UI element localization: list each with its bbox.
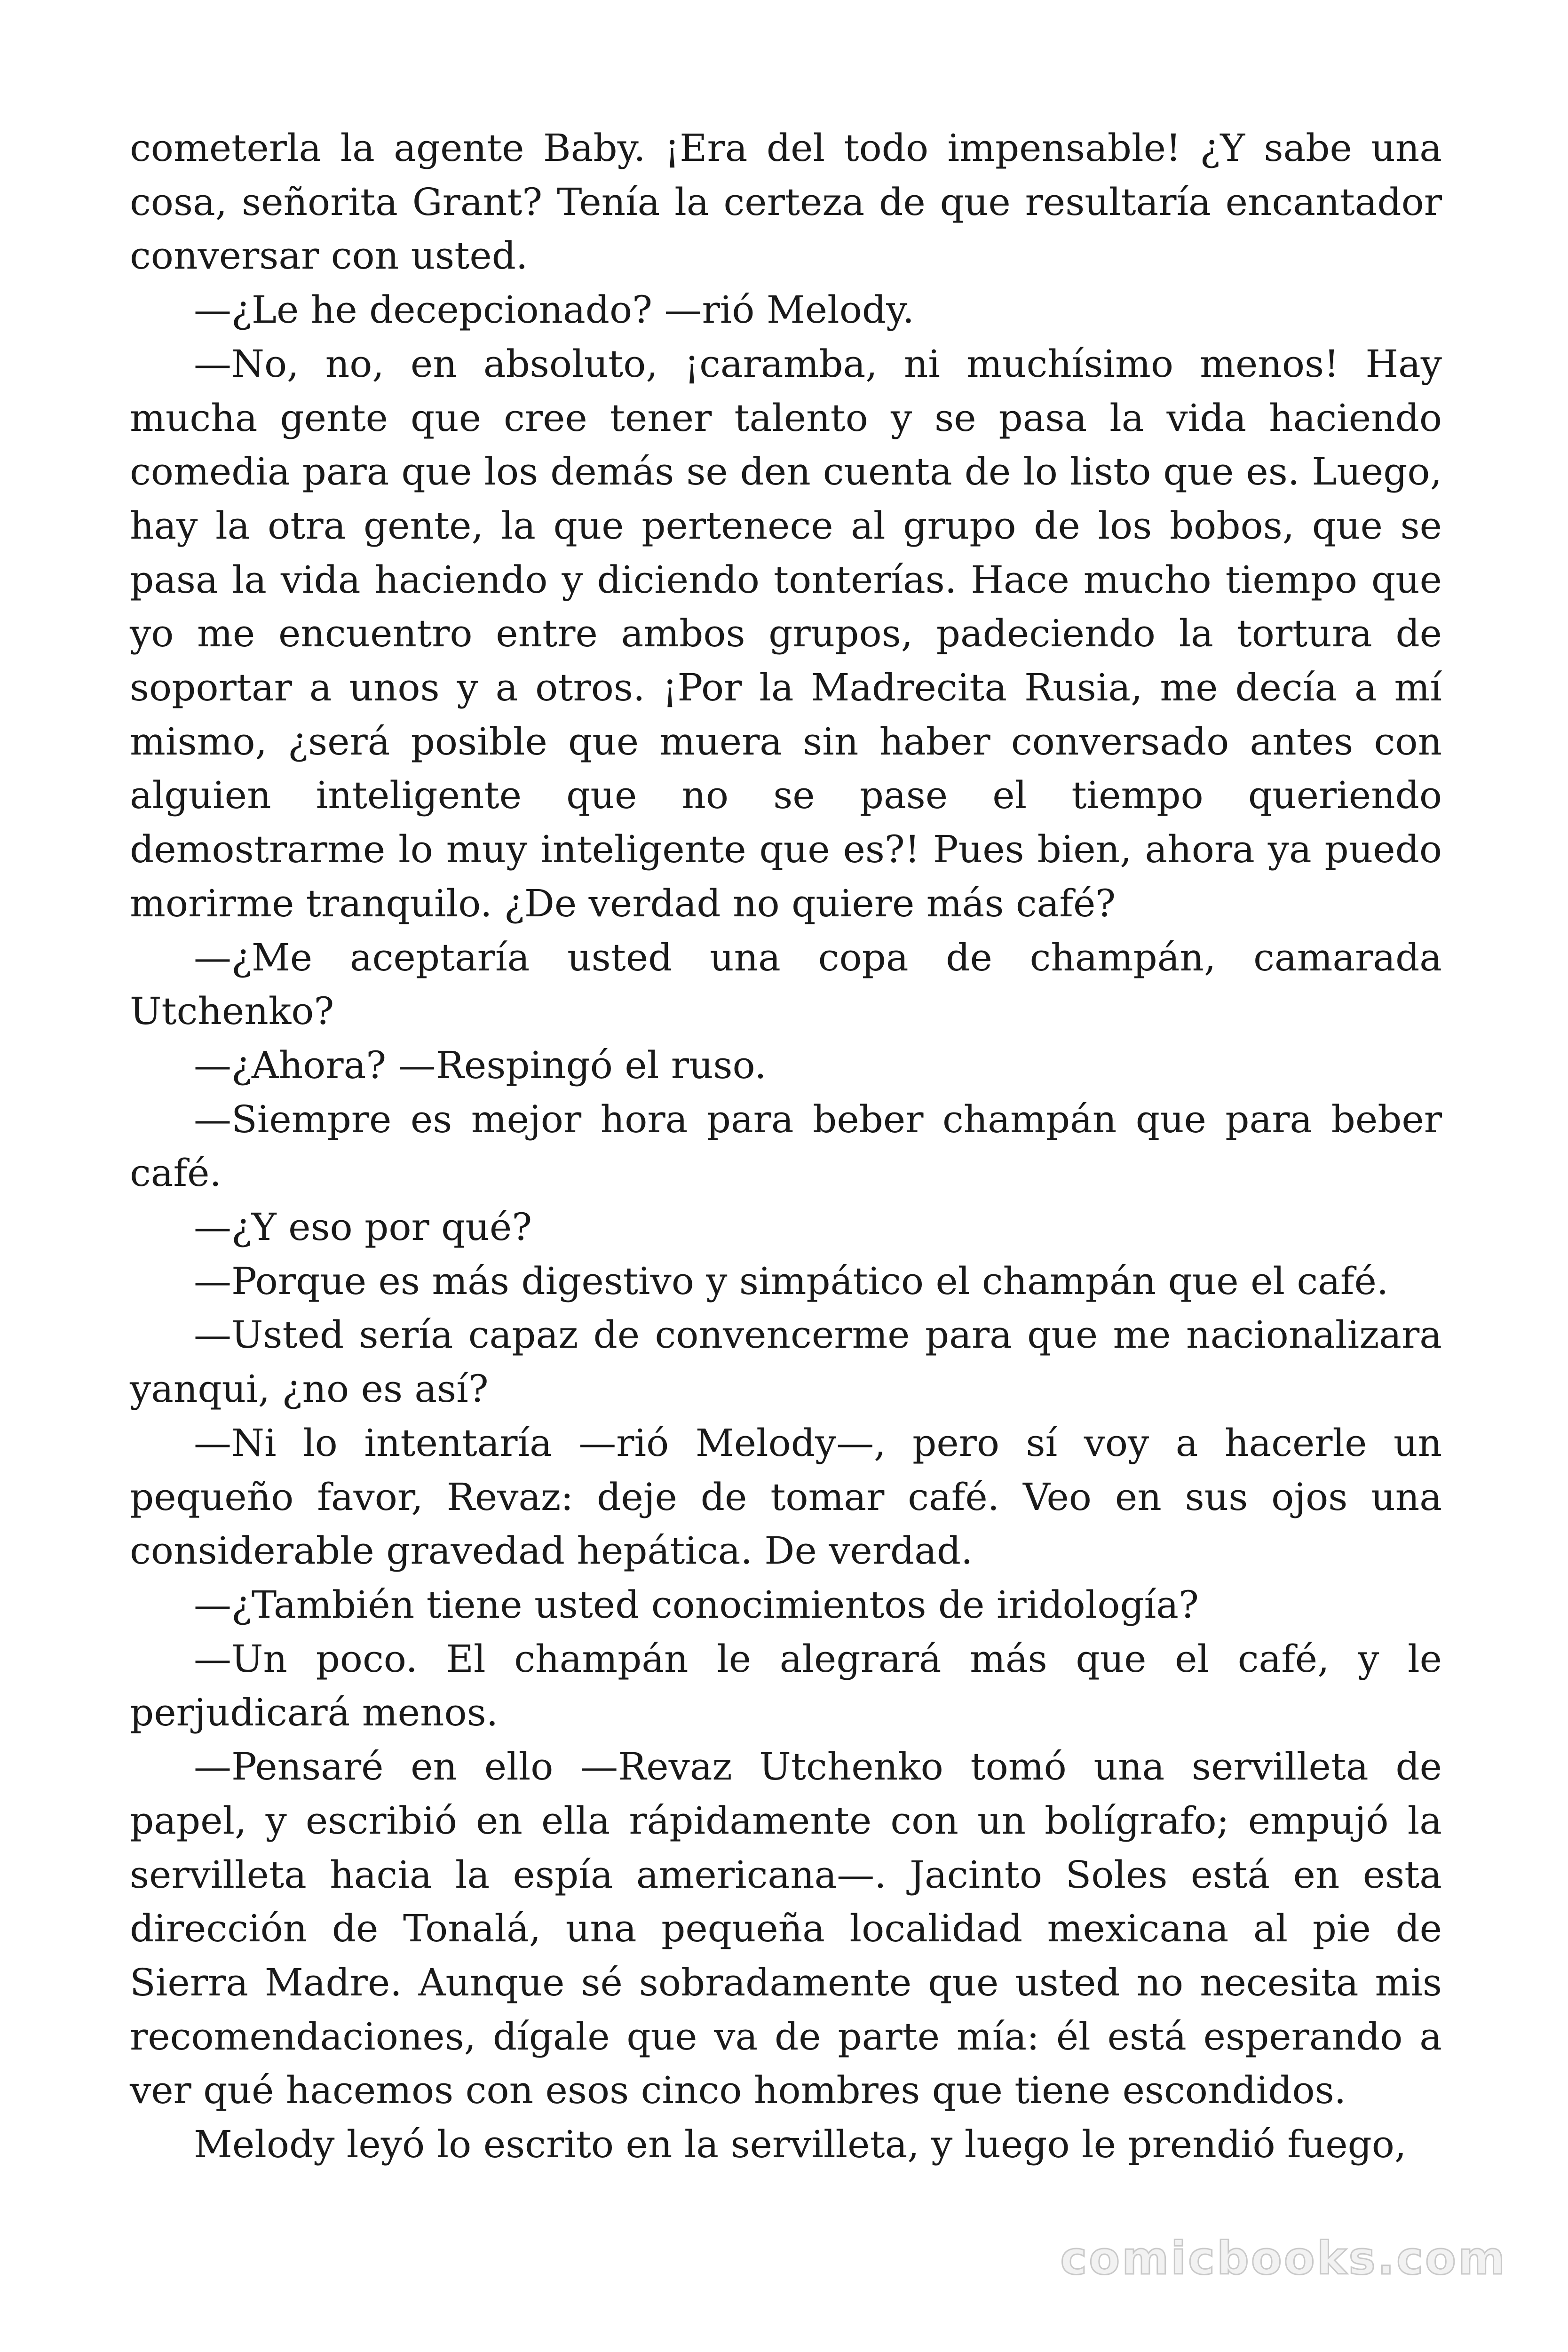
paragraph-4: —¿Me aceptaría usted una copa de champán, camarada Utchenko? [130, 935, 1442, 1033]
paragraph-2: —¿Le he decepcionado? —rió Melody. [194, 288, 915, 332]
paragraph-8: —Porque es más digestivo y simpático el champán que el café. [194, 1259, 1389, 1303]
paragraph-3: —No, no, en absoluto, ¡caramba, ni muchísimo menos! Hay mucha gente que cree tener talento y se pasa la vida haciendo comedia para que los demás se den cuenta de lo listo que es. Luego, hay la otra gente, la que pertenece al grupo de los bobos, que se pasa la vida haciendo y diciendo tonterías. Hace mucho tiempo que yo me encuentro entre ambos grupos, padeciendo la tortura de soportar a unos y a otros. ¡Por la Madrecita Rusia, me decía a mí mismo, ¿será posible que muera sin haber conversado antes con alguien inteligente que no se pase el tiempo queriendo demostrarme lo muy inteligente que es?! Pues bien, ahora ya puedo morirme tranquilo. ¿De verdad no quiere más café? [130, 342, 1442, 925]
paragraph-1: cometerla la agente Baby. ¡Era del todo impensable! ¿Y sabe una cosa, señorita Grant? Tenía la certeza de que resultaría encantador conversar con usted. [130, 126, 1442, 278]
paragraph-11: —¿También tiene usted conocimientos de iridología? [194, 1582, 1199, 1627]
page-text [130, 121, 1442, 2172]
paragraph-13: —Pensaré en ello —Revaz Utchenko tomó una servilleta de papel, y escribió en ella rápidamente con un bolígrafo; empujó la servilleta hacia la espía americana—. Jacinto Soles está en esta dirección de Tonalá, una pequeña localidad mexicana al pie de Sierra Madre. Aunque sé sobradamente que usted no necesita mis recomendaciones, dígale que va de parte mía: él está esperando a ver qué hacemos con esos cinco hombres que tiene escondidos. [130, 1745, 1442, 2113]
paragraph-7: —¿Y eso por qué? [194, 1205, 532, 1249]
paragraph-6: —Siempre es mejor hora para beber champán que para beber café. [130, 1097, 1442, 1195]
paragraph-14: Melody leyó lo escrito en la servilleta, y luego le prendió fuego, [194, 2122, 1407, 2167]
paragraph-12: —Un poco. El champán le alegrará más que el café, y le perjudicará menos. [130, 1637, 1442, 1735]
paragraph-10: —Ni lo intentaría —rió Melody—, pero sí voy a hacerle un pequeño favor, Revaz: deje de tomar café. Veo en sus ojos una considerable gravedad hepática. De verdad. [130, 1421, 1442, 1573]
watermark: comicbooks.com [1060, 2232, 1507, 2285]
paragraph-9: —Usted sería capaz de convencerme para que me nacionalizara yanqui, ¿no es así? [130, 1313, 1442, 1411]
paragraph-5: —¿Ahora? —Respingó el ruso. [194, 1043, 767, 1087]
